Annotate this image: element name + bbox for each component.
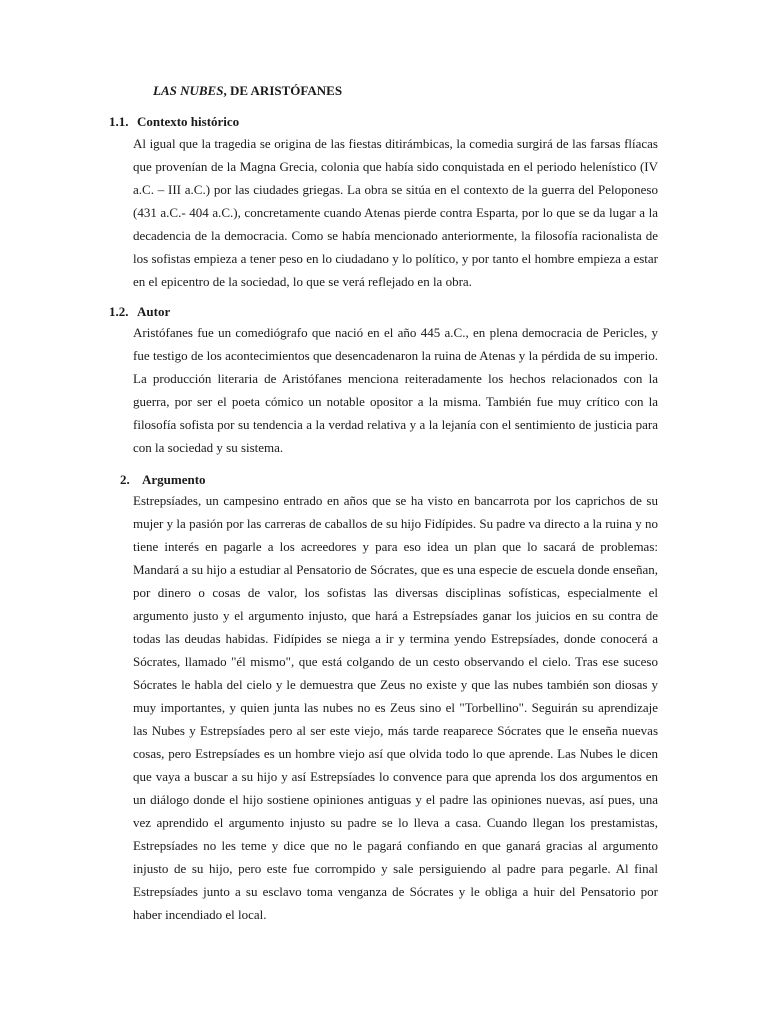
document-title bbox=[153, 83, 342, 99]
section-heading-argumento bbox=[120, 472, 206, 488]
section-number: 1.2. bbox=[109, 304, 129, 319]
section-paragraph-contexto: Al igual que la tragedia se origina de las fiestas ditirámbicas, la comedia surgirá de las farsas flíacas que provenían de la Magna Grecia, colonia que había sido conquistada en el periodo helenístico (IV a.C. – III a.C.) por las ciudades griegas. La obra se sitúa en el contexto de la guerra del Peloponeso (431 a.C.- 404 a.C.), concretamente cuando Atenas pierde contra Esparta, por lo que se da lugar a la decadencia de la democracia. Como se había mencionado anteriormente, la filosofía racionalista de los sofistas empieza a tener peso en lo ciudadano y lo político, y por tanto el hombre empieza a estar en el epicentro de la sociedad, lo que se verá reflejado en la obra. bbox=[133, 136, 658, 289]
section-title: Contexto histórico bbox=[137, 114, 240, 129]
section-paragraph-argumento: Estrepsíades, un campesino entrado en años que se ha visto en bancarrota por los caprichos de su mujer y la pasión por las carreras de caballos de su hijo Fidípides. Su padre va directo a la ruina y no tiene interés en pagarle a los acreedores y para eso idea un plan que lo sacará de problemas: Mandará a su hijo a estudiar al Pensatorio de Sócrates, que es una especie de escuela donde enseñan, por dinero o cosas de valor, los sofistas las diversas disciplinas sofísticas, especialmente el argumento justo y el argumento injusto, que hará a Estrepsíades ganar los juicios en su contra de todas las deudas habidas. Fidípides se niega a ir y termina yendo Estrepsíades, donde conocerá a Sócrates, llamado "él mismo", que está colgando de un cesto observando el cielo. Tras ese suceso Sócrates le habla del cielo y le demuestra que Zeus no existe y que las nubes también son diosas y muy importantes, y quien junta las nubes no es Zeus sino el "Torbellino". Seguirán su aprendizaje las Nubes y Estrepsíades pero al ser este viejo, más tarde reaparece Sócrates que le enseña nuevas cosas, pero Estrepsíades es un hombre viejo así que olvida todo lo que aprende. Las Nubes le dicen que vaya a buscar a su hijo y así Estrepsíades lo convence para que aprenda los dos argumentos en un diálogo donde el hijo sostiene opiniones antiguas y el padre las opiniones nuevas, así pues, una vez aprendido el argumento injusto su padre se lo lleva a casa. Cuando llegan los prestamistas, Estrepsíades no les teme y dice que no le pagará confiando en que ganará gracias al argumento injusto de su hijo, pero este fue corrompido y sale persiguiendo al padre para pegarle. Al final Estrepsíades junto a su esclavo toma venganza de Sócrates y le obliga a huir del Pensatorio por haber incendiado el local. bbox=[133, 493, 658, 922]
section-number: 1.1. bbox=[109, 114, 129, 129]
section-heading-contexto bbox=[109, 114, 239, 130]
section-title: Argumento bbox=[142, 472, 206, 487]
section-paragraph-autor: Aristófanes fue un comediógrafo que nació en el año 445 a.C., en plena democracia de Pericles, y fue testigo de los acontecimientos que desencadenaron la ruina de Atenas y la pérdida de su imperio. La producción literaria de Aristófanes menciona reiteradamente los hechos relacionados con la guerra, por ser el poeta cómico un notable opositor a la misma. También fue muy crítico con la filosofía sofista por su tendencia a la verdad relativa y a la lejanía con el sentimiento de justicia para con la sociedad y su sistema. bbox=[133, 325, 658, 455]
section-heading-autor bbox=[109, 304, 170, 320]
title-author: , DE ARISTÓFANES bbox=[223, 83, 343, 98]
section-title: Autor bbox=[137, 304, 171, 319]
title-work-name: LAS NUBES bbox=[153, 83, 224, 98]
section-number: 2. bbox=[120, 472, 130, 487]
